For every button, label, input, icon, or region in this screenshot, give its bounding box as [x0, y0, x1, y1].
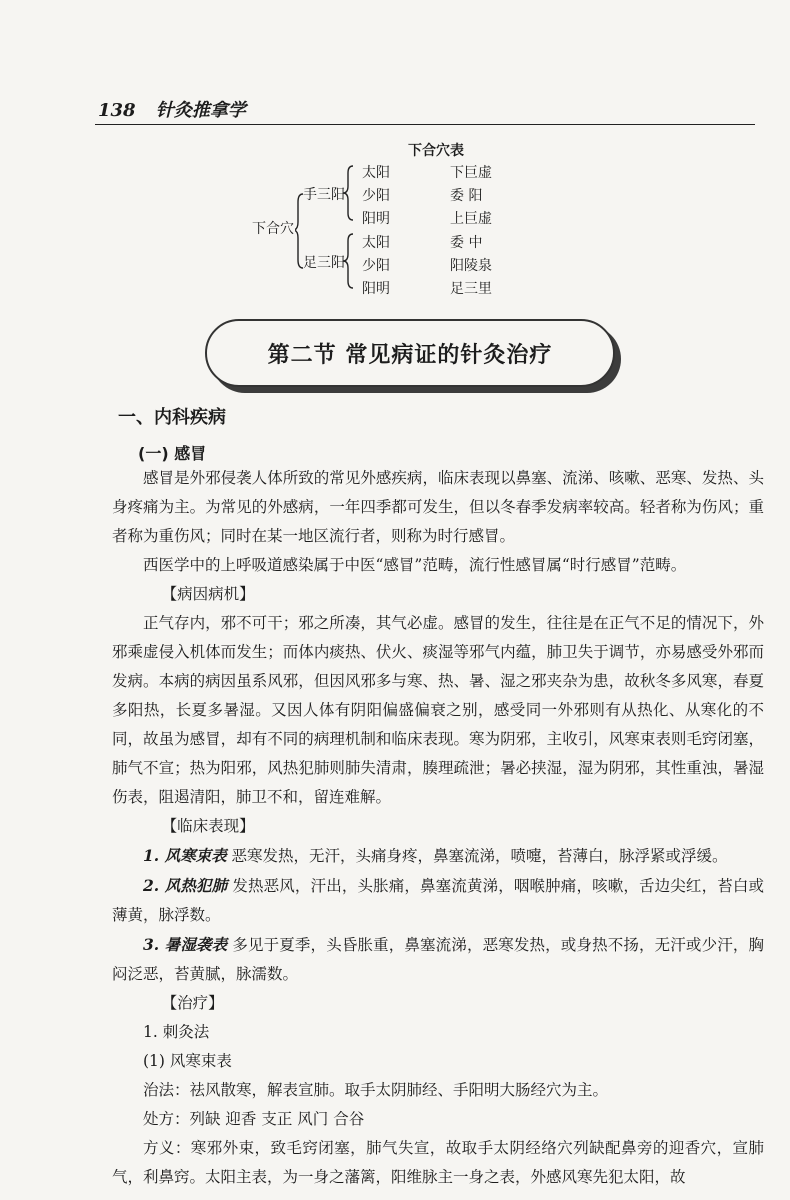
acupoint-label: 委 中 [450, 235, 483, 251]
clinical-item-text: 多见于夏季，头昏胀重，鼻塞流涕，恶寒发热，或身热不扬，无汗或少汗，胸闷泛恶，苔黄腻，脉濡数。 [112, 936, 764, 983]
treatment-method: 1. 刺灸法 [143, 1023, 210, 1041]
group-hand-three-yang: 手三阳 [303, 187, 345, 203]
meridian-label: 太阳 [362, 235, 390, 251]
page-number: 138 [98, 100, 136, 121]
acupoint-label: 足三里 [450, 281, 492, 297]
label-treatment: 【治疗】 [161, 994, 224, 1012]
acupoint-label: 委 阳 [450, 188, 483, 204]
paragraph: 感冒是外邪侵袭人体所致的常见外感疾病，临床表现以鼻塞、流涕、咳嗽、恶寒、发热、头身疼痛为主。为常见的外感病，一年四季都可发生，但以冬春季发病率较高。轻者称为伤风；重者称为重伤风；同时在某一地区流行者，则称为时行感冒。 [112, 469, 764, 545]
meridian-label: 阳明 [362, 281, 390, 297]
label-clinical: 【临床表现】 [161, 817, 255, 835]
paragraph: 西医学中的上呼吸道感染属于中医“感冒”范畴，流行性感冒属“时行感冒”范畴。 [143, 556, 687, 574]
prescription-rationale: 方义：寒邪外束，致毛窍闭塞，肺气失宣，故取手太阴经络穴列缺配鼻旁的迎香穴，宣肺气，利鼻窍。太阳主表，为一身之藩篱，阳维脉主一身之表，外感风寒先犯太阳，故 [112, 1139, 764, 1186]
table-braces [295, 160, 365, 295]
clinical-item [112, 841, 764, 871]
treatment-pattern: (1) 风寒束表 [143, 1052, 232, 1070]
table-root: 下合穴 [252, 221, 294, 237]
clinical-item-title: 1. 风寒束表 [143, 846, 227, 865]
clinical-item-text: 恶寒发热，无汗，头痛身疼，鼻塞流涕，喷嚏，苔薄白，脉浮紧或浮缓。 [226, 847, 728, 865]
clinical-item-title: 3. 暑湿袭表 [143, 935, 228, 954]
paragraph: 正气存内，邪不可干；邪之所凑，其气必虚。感冒的发生，往往是在正气不足的情况下，外邪乘虚侵入机体而发生；而体内痰热、伏火、痰湿等邪气内蕴，肺卫失于调节，亦易感受外邪而发病。本病的病因虽系风邪，但因风邪多与寒、热、暑、湿之邪夹杂为患，故秋冬多风寒，春夏多阳热，长夏多暑湿。又因人体有阴阳偏盛偏衰之别，感受同一外邪则有从热化、从寒化的不同，故虽为感冒，却有不同的病理机制和临床表现。寒为阴邪，主收引，风寒束表则毛窍闭塞，肺气不宣；热为阳邪，风热犯肺则肺失清肃，腠理疏泄；暑必挟湿，湿为阴邪，其性重浊，暑湿伤表，阻遏清阳，肺卫不和，留连难解。 [112, 614, 764, 806]
meridian-label: 太阳 [362, 165, 390, 181]
chapter-heading: 一、内科疾病 [118, 407, 226, 428]
table-title: 下合穴表 [408, 143, 464, 159]
clinical-item [112, 871, 764, 930]
meridian-label: 少阳 [362, 258, 390, 274]
acupoint-label: 上巨虚 [450, 211, 492, 227]
section-title: 第二节 常见病证的针灸治疗 [205, 319, 615, 387]
treatment-principle: 治法：祛风散寒，解表宣肺。取手太阴肺经、手阳明大肠经穴为主。 [143, 1081, 609, 1099]
clinical-item-title: 2. 风热犯肺 [143, 876, 228, 895]
prescription: 处方：列缺 迎香 支正 风门 合谷 [143, 1110, 365, 1128]
acupoint-label: 阳陵泉 [450, 258, 492, 274]
meridian-label: 少阳 [362, 188, 390, 204]
header-rule [95, 124, 755, 125]
clinical-item-text: 发热恶风，汗出，头胀痛，鼻塞流黄涕，咽喉肿痛，咳嗽，舌边尖红，苔白或薄黄，脉浮数。 [112, 877, 764, 924]
group-foot-three-yang: 足三阳 [303, 255, 345, 271]
meridian-label: 阳明 [362, 211, 390, 227]
clinical-item [112, 930, 764, 989]
book-title: 针灸推拿学 [155, 100, 246, 121]
body-text [112, 464, 764, 1192]
subsection-heading: (一) 感冒 [138, 444, 207, 463]
label-etiology: 【病因病机】 [161, 585, 255, 603]
acupoint-label: 下巨虚 [450, 165, 492, 181]
running-header [98, 96, 246, 122]
